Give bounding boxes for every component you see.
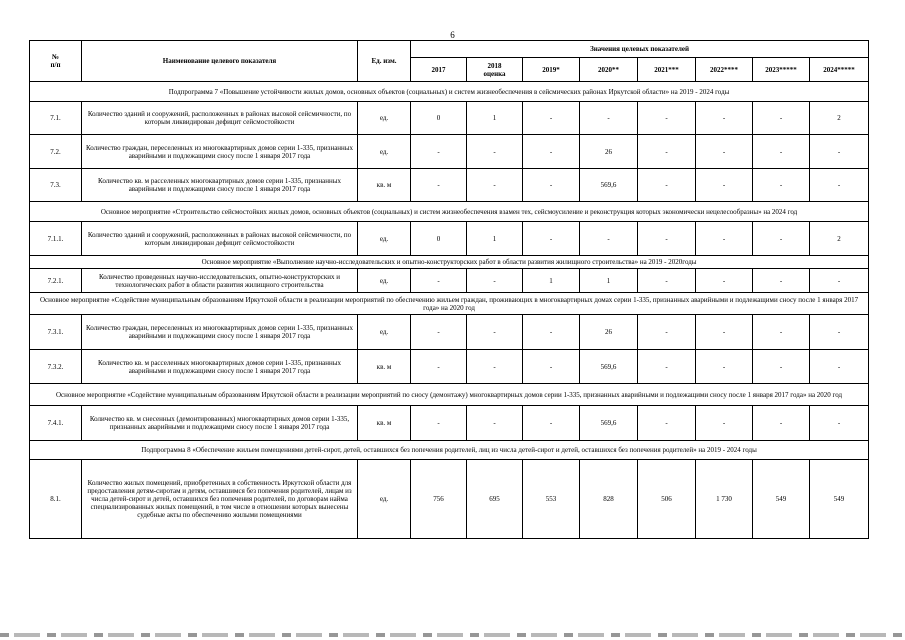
indicator-value: -: [696, 350, 753, 384]
header-year: 2023*****: [753, 58, 810, 82]
indicator-number: 7.3.2.: [30, 350, 82, 384]
indicator-number: 7.3.1.: [30, 315, 82, 350]
table-row: [30, 406, 869, 441]
header-year: 2022****: [696, 58, 753, 82]
header-year: 2020**: [580, 58, 638, 82]
indicator-name: Количество жилых помещений, приобретенных в собственность Иркутской области для предоставления детям-сиротам и детям, оставшимся без попечения родителей, лицам из числа детей-сирот и детей, оставшихся без попечения родителей, по договорам найма специализированных жилых помещений, в том числе в отношении которых вынесены судебные акты по обеспечению жилыми помещениями: [82, 460, 358, 539]
indicator-value: 1: [467, 102, 523, 135]
activity-row: [30, 256, 869, 269]
table-row: [30, 102, 869, 135]
indicator-value: -: [411, 169, 467, 202]
indicator-value: -: [753, 102, 810, 135]
table-row: [30, 460, 869, 539]
indicator-value: -: [467, 315, 523, 350]
indicator-name: Количество кв. м расселенных многоквартирных домов серии 1-335, признанных аварийными и подлежащими сносу после 1 января 2017 года: [82, 169, 358, 202]
indicator-value: 2: [810, 102, 869, 135]
indicator-value: -: [753, 406, 810, 441]
indicator-unit: кв. м: [358, 406, 411, 441]
header-year: 2017: [411, 58, 467, 82]
indicator-value: 695: [467, 460, 523, 539]
indicator-value: -: [523, 406, 580, 441]
header-year: 2024*****: [810, 58, 869, 82]
target-indicators-table: [29, 40, 869, 539]
subprogram-row: [30, 82, 869, 102]
indicator-number: 7.2.: [30, 135, 82, 169]
indicator-value: -: [696, 169, 753, 202]
indicator-value: -: [696, 406, 753, 441]
indicator-value: -: [753, 350, 810, 384]
indicator-value: -: [753, 169, 810, 202]
table-row: [30, 135, 869, 169]
indicator-value: -: [411, 135, 467, 169]
indicator-unit: ед.: [358, 135, 411, 169]
indicator-value: 1 730: [696, 460, 753, 539]
indicator-name: Количество зданий и сооружений, расположенных в районах высокой сейсмичности, по которым ликвидирован дефицит сейсмостойкости: [82, 222, 358, 256]
indicator-value: -: [638, 269, 696, 293]
indicator-value: -: [696, 102, 753, 135]
indicator-unit: кв. м: [358, 169, 411, 202]
header-year: 2018 оценка: [467, 58, 523, 82]
indicator-value: -: [523, 222, 580, 256]
table-row: [30, 269, 869, 293]
table-row: [30, 315, 869, 350]
indicator-name: Количество зданий и сооружений, расположенных в районах высокой сейсмичности, по которым ликвидирован дефицит сейсмостойкости: [82, 102, 358, 135]
activity-title: Основное мероприятие «Выполнение научно-исследовательских и опытно-конструкторских работ в области развития жилищного строительства» на 2019 - 2020годы: [30, 256, 869, 269]
indicator-name: Количество граждан, переселенных из многоквартирных домов серии 1-335, признанных аварийными и подлежащими сносу после 1 января 2017 года: [82, 315, 358, 350]
indicator-value: -: [411, 269, 467, 293]
indicator-value: -: [467, 169, 523, 202]
indicator-value: -: [810, 315, 869, 350]
indicator-value: -: [580, 222, 638, 256]
indicator-value: -: [753, 315, 810, 350]
indicator-unit: ед.: [358, 269, 411, 293]
indicator-value: -: [467, 135, 523, 169]
indicator-value: -: [638, 350, 696, 384]
indicator-value: 553: [523, 460, 580, 539]
subprogram-title: Подпрограмма 7 «Повышение устойчивости жилых домов, основных объектов (социальных) и систем жизнеобеспечения в сейсмических районах Иркутской области» на 2019 - 2024 годы: [30, 82, 869, 102]
indicator-value: -: [638, 169, 696, 202]
header-name: Наименование целевого показателя: [82, 41, 358, 82]
indicator-value: -: [753, 222, 810, 256]
indicator-value: -: [810, 169, 869, 202]
activity-title: Основное мероприятие «Строительство сейсмостойких жилых домов, основных объектов (социальных) и систем жизнеобеспечения взамен тех, сейсмоусиление и реконструкция которых экономически нецелесообразны» на 2024 год: [30, 202, 869, 222]
indicator-value: -: [638, 406, 696, 441]
table-row: [30, 222, 869, 256]
indicator-value: 0: [411, 102, 467, 135]
indicator-value: -: [696, 315, 753, 350]
indicator-name: Количество граждан, переселенных из многоквартирных домов серии 1-335, признанных аварийными и подлежащими сносу после 1 января 2017 года: [82, 135, 358, 169]
indicator-number: 7.4.1.: [30, 406, 82, 441]
indicator-value: -: [696, 269, 753, 293]
indicator-value: 828: [580, 460, 638, 539]
indicator-number: 7.3.: [30, 169, 82, 202]
indicator-value: -: [467, 350, 523, 384]
indicator-unit: ед.: [358, 222, 411, 256]
indicator-value: 1: [580, 269, 638, 293]
indicator-value: -: [810, 406, 869, 441]
activity-row: [30, 202, 869, 222]
indicator-value: -: [696, 135, 753, 169]
indicator-value: -: [580, 102, 638, 135]
indicator-value: -: [467, 406, 523, 441]
header-year: 2019*: [523, 58, 580, 82]
indicator-value: -: [696, 222, 753, 256]
table-body: [30, 82, 869, 539]
activity-title: Основное мероприятие «Содействие муниципальным образованиям Иркутской области в реализации мероприятий по обеспечению жильем граждан, проживающих в многоквартирных домах серии 1-335, признанных аварийными и подлежащими сносу после 1 января 2017 года» на 2020 год: [30, 293, 869, 315]
indicator-value: -: [523, 350, 580, 384]
header-values-group: Значения целевых показателей: [411, 41, 869, 58]
indicator-value: -: [753, 135, 810, 169]
header-unit: Ед. изм.: [358, 41, 411, 82]
indicator-value: 0: [411, 222, 467, 256]
table-row: [30, 169, 869, 202]
indicator-value: -: [411, 350, 467, 384]
indicator-value: 26: [580, 135, 638, 169]
indicator-value: -: [523, 135, 580, 169]
indicator-value: 549: [753, 460, 810, 539]
header-num: № п/п: [30, 41, 82, 82]
indicator-value: 569,6: [580, 169, 638, 202]
indicator-value: -: [523, 102, 580, 135]
indicator-value: -: [411, 315, 467, 350]
indicator-number: 7.1.: [30, 102, 82, 135]
indicator-value: -: [411, 406, 467, 441]
scan-edge-artifact: [0, 633, 905, 637]
indicator-value: 1: [467, 222, 523, 256]
indicator-number: 7.1.1.: [30, 222, 82, 256]
indicator-value: -: [523, 315, 580, 350]
indicator-value: 1: [523, 269, 580, 293]
indicator-value: 756: [411, 460, 467, 539]
indicator-value: -: [810, 350, 869, 384]
indicator-number: 8.1.: [30, 460, 82, 539]
indicator-value: -: [753, 269, 810, 293]
activity-row: [30, 293, 869, 315]
indicator-value: -: [638, 102, 696, 135]
table-header: [30, 41, 869, 82]
indicator-value: 2: [810, 222, 869, 256]
activity-row: [30, 384, 869, 406]
indicator-value: -: [638, 222, 696, 256]
indicator-value: -: [467, 269, 523, 293]
subprogram-title: Подпрограмма 8 «Обеспечение жильем помещениями детей-сирот, детей, оставшихся без попечения родителей, лиц из числа детей-сирот и детей, оставшихся без попечения родителей» на 2019 - 2024 годы: [30, 441, 869, 460]
indicator-value: -: [638, 315, 696, 350]
page-number: 6: [450, 30, 455, 40]
indicator-value: -: [638, 135, 696, 169]
subprogram-row: [30, 441, 869, 460]
indicator-value: 569,6: [580, 406, 638, 441]
indicator-value: 549: [810, 460, 869, 539]
indicator-number: 7.2.1.: [30, 269, 82, 293]
indicator-value: -: [523, 169, 580, 202]
indicator-name: Количество кв. м снесенных (демонтированных) многоквартирных домов серии 1-335, признанных аварийными и подлежащими сносу после 1 января 2017 года: [82, 406, 358, 441]
indicator-name: Количество проведенных научно-исследовательских, опытно-конструкторских и технологических работ в области развития жилищного строительства: [82, 269, 358, 293]
activity-title: Основное мероприятие «Содействие муниципальным образованиям Иркутской области в реализации мероприятий по сносу (демонтажу) многоквартирных домов серии 1-335, признанных аварийными и подлежащими сносу после 1 января 2017 года» на 2020 год: [30, 384, 869, 406]
indicator-unit: ед.: [358, 460, 411, 539]
indicator-unit: кв. м: [358, 350, 411, 384]
indicator-value: -: [810, 135, 869, 169]
header-year: 2021***: [638, 58, 696, 82]
table-row: [30, 350, 869, 384]
indicator-unit: ед.: [358, 102, 411, 135]
indicator-value: -: [810, 269, 869, 293]
indicator-unit: ед.: [358, 315, 411, 350]
indicator-value: 569,6: [580, 350, 638, 384]
indicator-value: 26: [580, 315, 638, 350]
indicator-name: Количество кв. м расселенных многоквартирных домов серии 1-335, признанных аварийными и подлежащими сносу после 1 января 2017 года: [82, 350, 358, 384]
indicator-value: 506: [638, 460, 696, 539]
